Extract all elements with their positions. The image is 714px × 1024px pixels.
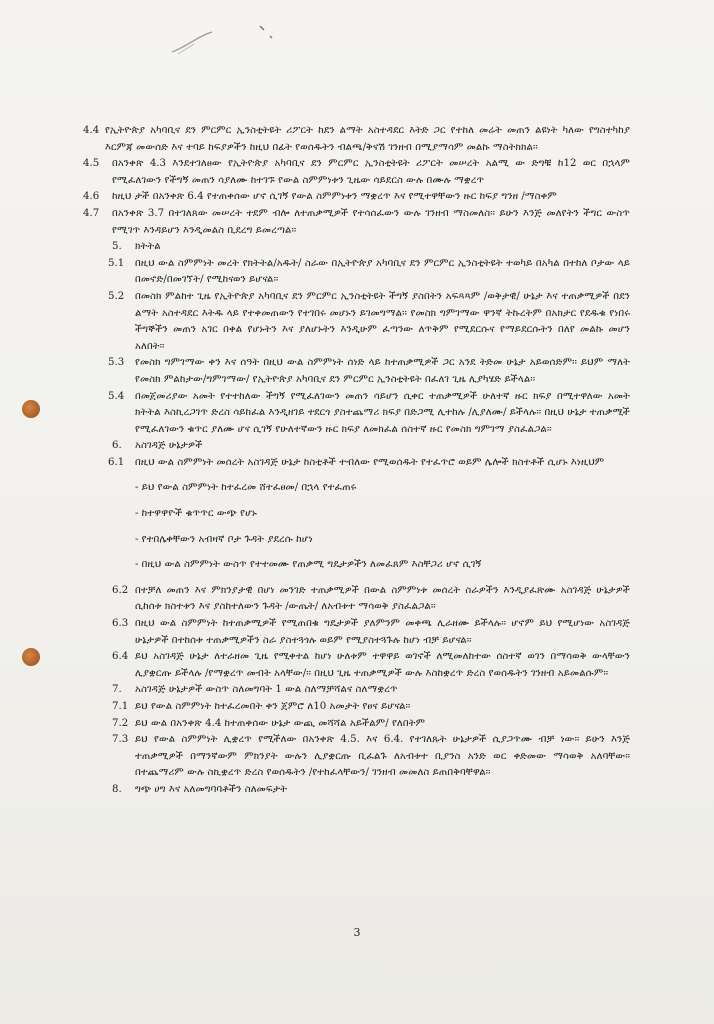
- clause-number: 7.1: [112, 701, 129, 712]
- clause-4-4: [0, 123, 630, 156]
- clause-text: የመስክ ግምገማው ቀን እና ሰዓት በዚህ ውል ስምምነት ሰነድ ላይ ከተጠቃሚዎች ጋር አንደ ትድመ ሁኔታ አይወሰድም፡፡ ይህም ማለት የመስክ ምልከታው/ግምገማው/ የኢትዮጵያ አካባቢና ደን ምርምር ኢንስቲትዩት በፈለገ ጊዜ ሊያካሄድ ይችላል፡፡: [135, 357, 630, 385]
- clause-5-4: [0, 389, 630, 439]
- condition-text: - የተበሌቀቸውን አብዛኛ ቦታ ጉዳት ያደረሱ ከሆነ: [135, 533, 313, 545]
- section-number: 5.: [112, 241, 122, 253]
- section-title: አስገዳጅ ሁኔታዎች ውስጥ ስለመግባት 1 ውል ስለማቻሻልና ስለማቋረጥ: [135, 684, 398, 696]
- document-body: [0, 123, 714, 923]
- condition-list-item: [0, 532, 630, 549]
- condition-list-item: [0, 506, 630, 523]
- clause-number: 4.5: [83, 158, 100, 170]
- section-number: 6.: [112, 440, 122, 452]
- clause-number: 5.3: [108, 357, 125, 369]
- section-8-heading: [0, 782, 630, 799]
- condition-list-item: [0, 557, 630, 574]
- condition-list-item: [0, 480, 630, 497]
- clause-text: ይህ አስገዳጅ ሁኔታ ለተራዘመ ጊዜ የሚቀተል ከሆነ ሁለቱም ተዋዋይ ወገኖች ለሚመለከተው ሰስተኛ ወገን በማሳወቅ ውላቸውን ሊያቋርጡ ይችላሉ /የማቋረጥ መብት አላቸው/፡፡ በዚህ ጊዜ ተጠቃሚዎች ውሉ እስከቋረጥ ድረስ የወሰዱትን ገንዘብ አይመልሱም፡፡: [135, 651, 630, 679]
- clause-5-2: [0, 289, 630, 355]
- clause-text: ይህ ውል በአንቀጽ 4.4 ከተጠቀሰው ሁኔታ ውጪ መሻሻል አይችልም/ የለበትም: [135, 717, 426, 729]
- clause-number: 5.4: [108, 390, 125, 402]
- clause-6-2: [0, 583, 630, 616]
- section-7-heading: [0, 682, 630, 699]
- clause-number: 6.2: [112, 584, 129, 596]
- clause-text: በዚህ ውል ስምምነት ከተጠቃሚዎች የሚጠበቁ ግዴታዎች ያለምንም መቀጫ ሊራዘሙ ይችላሉ፡፡ ሆኖም ይህ የሚሆነው አስገዳጅ ሁኔታዎች በተከሰቱ ተጠቃሚዎችን ስራ ያስተጓጎሉ ወይም የሚያስተጓጉሉ ከሆነ ብቻ ይሆናል፡፡: [135, 618, 630, 646]
- clause-6-1: [0, 455, 630, 472]
- section-number: 8.: [112, 783, 122, 795]
- clause-text: ይህ የውል ስምምነት ከተፈረመበት ቀን ጀምሮ ለ10 አመታት የፀና ይሆናል፡፡: [135, 701, 411, 712]
- clause-text: በዚህ ውል ስምምነት መሰረት አስገዳጅ ሁኔታ ከስቲቶች ተብለው የሚወሰዱት የተፈጥሮ ወይም ሌሎች ክስተቶች ሲሆኑ እነዚህም: [135, 456, 605, 468]
- section-5-heading: [0, 239, 630, 256]
- clause-6-4: [0, 649, 630, 682]
- clause-text: በመጀመሪያው አመት የተተከለው ችግኝ የሚፈለገውን መጠን ሳይሆን ሲቀር ተጠቃሚዎች ሁለተኛ ዙር ክፍያ በሚተዋለው አመት ክትትል እስኪረጋገጥ ድረስ ሳይከፈል እንዲዘገይ ተደርጎ ያስተጨማሪ ክፍያ በድጋሚ ሊተከሉ /ሊያለሙ/ ይችላሉ፡፡ በዚህ ሁኔታ ተጠቃሚች የሚፈለገውን ቁጥር ያለሙ ሆና ሲገኝ የሁለተኛውን ዙር ክፍያ ለመክፈል ሰስተኛ ዙር የመስክ ግምገማ ያስፈልጋል፡፡: [135, 390, 630, 435]
- clause-number: 5.1: [108, 257, 125, 269]
- clause-number: 4.6: [83, 191, 100, 203]
- clause-number: 4.4: [83, 125, 100, 136]
- section-number: 7.: [112, 684, 122, 696]
- clause-number: 7.3: [112, 734, 129, 746]
- clause-number: 5.2: [108, 290, 125, 302]
- section-title: ክትትል: [135, 241, 161, 253]
- clause-4-6: [0, 189, 630, 206]
- clause-4-7: [0, 206, 630, 239]
- page-number: 3: [353, 926, 361, 939]
- clause-6-3: [0, 616, 630, 649]
- section-6-heading: [0, 438, 630, 455]
- section-title: ግጭ ሀግ እና አለመግባባቶችን ስለመፍታት: [135, 783, 288, 795]
- clause-text: በአንቀጽ 3.7 በተገለጸው መሠረት ተደም ብሎ ለተጠቃሚዎች የተሳሰፈውን ውሉ ገንዘብ ማስመለስ፡፡ ይሁን እንጅ መለየትን ችግር ውስጥ የሚገጥ እንዳይሆን እንዲመልስ ቢደረግ ይመረጣል፡፡: [112, 207, 630, 236]
- clause-number: 6.1: [108, 456, 125, 468]
- clause-number: 7.2: [112, 717, 129, 729]
- clause-text: በመስክ ምልከተ ጊዜ የኢትዮጵያ አካባቢና ደን ምርምር ኢንስቲትዩት ችግኝ ያስበትን አፍጻጻም /ወቅታዊ/ ሁኔታ እና ተጠቃሚዎች በደን ልማት አስተዳደር እትዱ ላይ የተቀመጠውን የተገበሩ መሆኑን ይገመግማል፡፡ የመስክ ግምገማው ዋንኛ ትኩረትም በአክታር የደዱቁ የነበሩ ችግኞችን መጠን አገር በቀል የሆኑትን እና ያለሆኑትን እንዲሁም ፈጣንው ለጥቅም የሚደርሱና የማይደርሱትን በለየ መልኩ መሆን አለበት፡፡: [135, 290, 630, 352]
- clause-number: 4.7: [83, 207, 100, 219]
- clause-text: በዚህ ውል ስምምነት መረት የክትትል/አዱት/ ስራው በኢትዮጵያ አካባቢና ደን ምርምር ኢንስቲትዩት ተወካይ በአካል በተከለ ቦታው ላይ በመኖድ/በመገኘት/ የሚከናወን ይሆናል፡፡: [135, 257, 630, 286]
- clause-7-3: [0, 732, 630, 782]
- clause-7-1: [0, 699, 630, 716]
- clause-text: የኢትዮጵያ አካባቢና ደን ምርምር ኢንስቲትዩት ሪፖርት ከደን ልማት አስተዳደር እትድ ጋር የተከለ መሬት መጠን ልዩነት ካለው የግስተካከያ እርምጃ መውሰድ እና ተባይ ከፍያዎችን ከዚህ በፊት የወሰዱትን ብልጫ/ቅናሽ ገንዘብ በሚያማሳም መልኩ ማስትክክል፡፡: [105, 125, 630, 153]
- clause-text: ከዚህ ታች በአንቀጽ 6.4 የተጠቀሰው ሆኖ ሲገኝ የውል ስምምነቱን ማቋረጥ እና የሚተዋቸውን ዙር ከፍያ ግንዘ /ማስቀም: [112, 191, 557, 203]
- condition-text: - በዚህ ውል ስምምነት ውስጥ የተተመሙ የጠቃሚ ግዴታዎችን ለመፈጸም እስቸጋሪ ሆኖ ሲገኝ: [135, 559, 482, 571]
- clause-5-1: [0, 256, 630, 289]
- clause-text: ይህ የውል ስምምነት ሊቋረጥ የሚችለው በአንቀጽ 4.5. እና 6.4. የተገለጹት ሁኔታዎች ሲያጋጥሙ ብቻ ነው፡፡ ይሁን እንጅ ተጠቃሚዎች በማንኛውም ምክንያት ውሉን ሊያቋርጡ ቢፈልጉ ለአብቱተ ቢያንስ አንድ ወር ቀድመው ማሳወቅ አለባቸው፡፡ በተጨማሪም ውሉ ስኪቋረጥ ድረስ የወሰዱትን /የተከፈላቸውን/ ገንዘብ መመለስ ይጠበቅባቸዋል፡፡: [135, 734, 630, 779]
- clause-text: በተቻለ መጠን እና ምክንያታዊ በሆነ መንገድ ተጠቃሚዎች በውል ስምምነቱ መሰረት ስራዎችን እንዲያፈጽሙ አስገዳጅ ሁኔታዎች ሲከሰቱ ክስተቱን እና ያስከተለውን ጉዳት /ውጤት/ ለአብቱተ ማሳወቅ ያስፈልጋል፡፡: [135, 584, 630, 613]
- clause-number: 6.3: [112, 618, 129, 630]
- clause-5-3: [0, 355, 630, 388]
- clause-4-5: [0, 156, 630, 189]
- pen-mark: [168, 22, 278, 56]
- section-title: አስገዳጅ ሁኔታዎች: [135, 440, 203, 452]
- condition-text: - ይህ የውል ስምምነት ከተፈረመ ሸተፈፀመ/ በኋላ የተፈጠሩ: [135, 482, 357, 494]
- condition-text: - ከተዋዋዮች ቁጥጥር ውጭ የሆኑ: [135, 508, 257, 520]
- clause-7-2: [0, 716, 630, 733]
- clause-text: በአንቀጽ 4.3 እንደተገለፀው የኢትዮጵያ አካባቢና ደን ምርምር ኢንስቲትዩት ሪፖርት መሠረት አልሚ ው ድግቹ ከ12 ወር በኋላም የሚፈለገውን የችግኝ መጠን ሳያለሙ ከተገኙ የውል ስምምነቱን ጊዜው ሳይደርስ ውሉ በሙሉ ማቋረጥ: [112, 158, 630, 186]
- clause-number: 6.4: [112, 651, 129, 663]
